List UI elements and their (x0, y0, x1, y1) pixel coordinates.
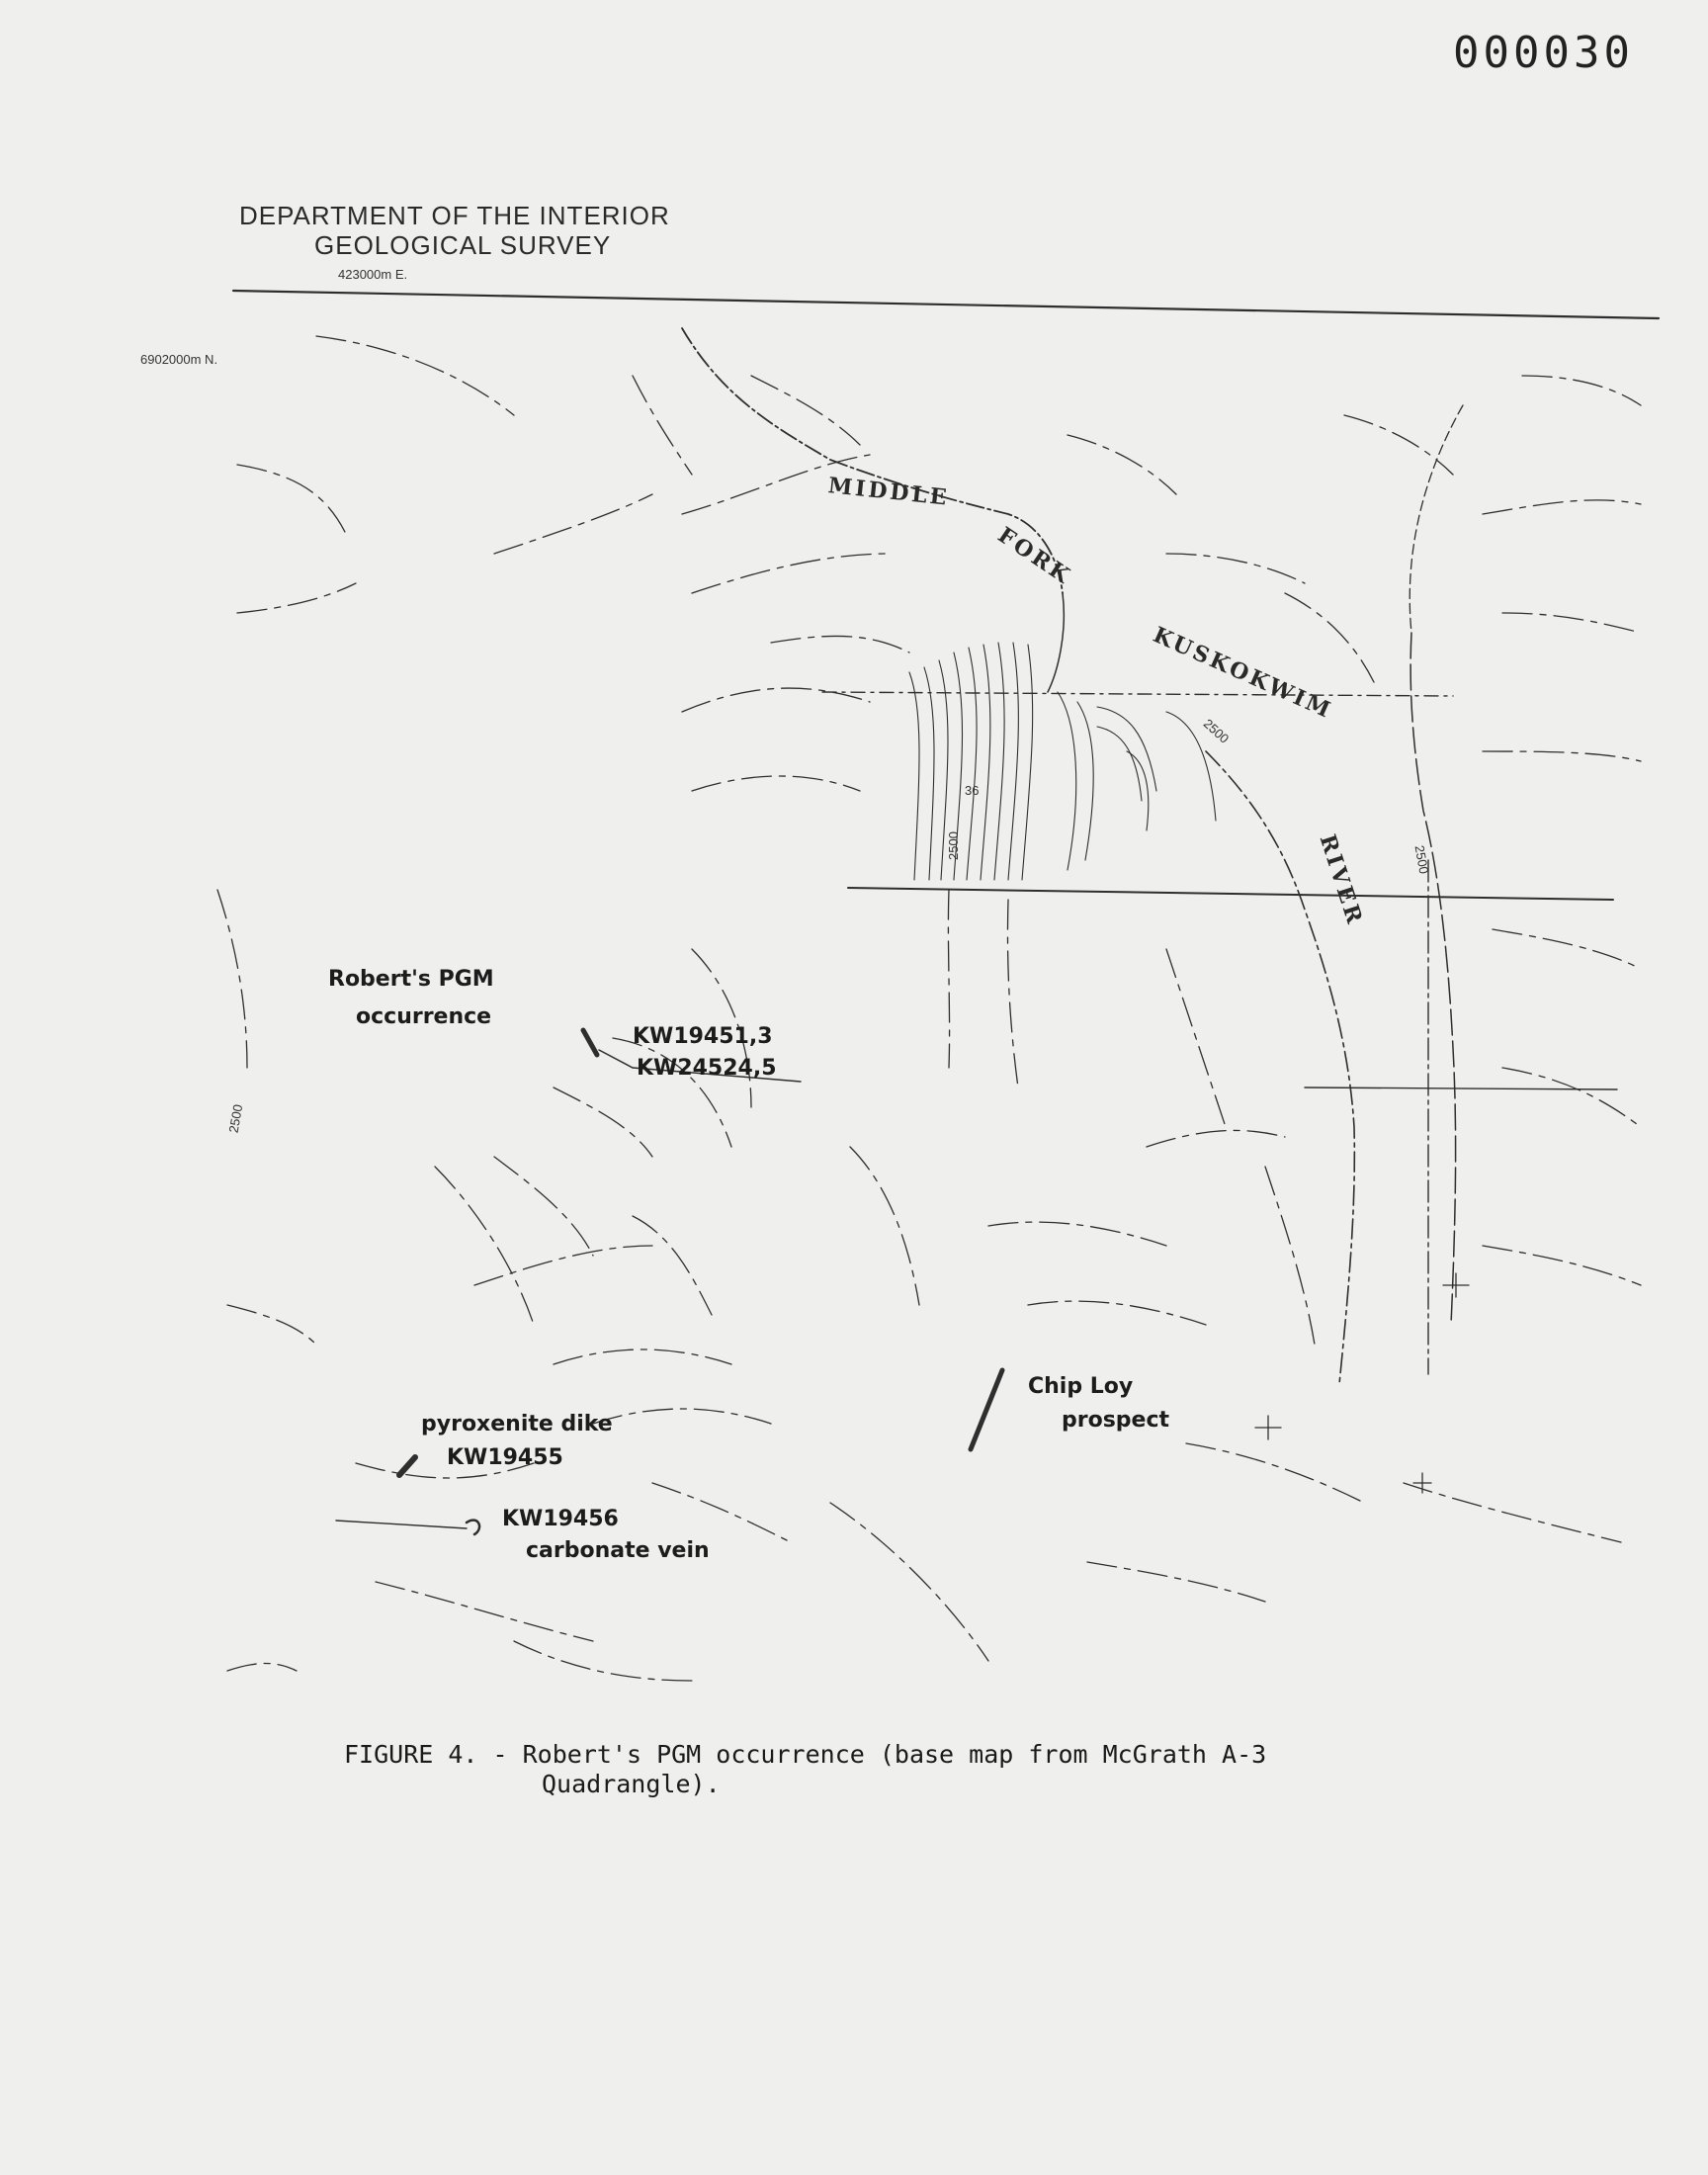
grid-line-upper (822, 692, 1453, 696)
annotation-chip-loy: Chip Loy (1028, 1374, 1134, 1399)
survey-crosses (1255, 1273, 1469, 1493)
header-survey: GEOLOGICAL SURVEY (314, 230, 612, 260)
contour-label-2500-b: 2500 (1200, 716, 1233, 746)
caption-line2: Quadrangle). (542, 1770, 721, 1798)
label-fork: FORK (992, 522, 1077, 590)
carbonate-vein-marker (467, 1521, 479, 1534)
annotation-kw19455: KW19455 (447, 1445, 563, 1470)
contour-label-2500-a: 2500 (945, 831, 961, 860)
annotation-kw19451: KW19451,3 (633, 1024, 773, 1049)
grid-easting-label: 423000m E. (338, 267, 408, 282)
annotation-roberts-line2: occurrence (356, 1004, 492, 1029)
grid-line-lower (1305, 1088, 1617, 1089)
annotation-prospect: prospect (1062, 1408, 1170, 1433)
annotation-kw19456: KW19456 (502, 1507, 619, 1531)
page-number: 000030 (1453, 28, 1634, 78)
grid-northing-label: 6902000m N. (140, 352, 218, 367)
grid-line-middle (848, 888, 1613, 900)
sample-baseline (336, 1521, 467, 1528)
caption-line1: FIGURE 4. - Robert's PGM occurrence (base map from McGrath A-3 (344, 1740, 1267, 1769)
river-line-5 (1409, 405, 1463, 633)
river-line-1 (682, 328, 1063, 593)
river-line-4 (1410, 633, 1455, 1325)
roberts-pgm-marker (583, 1030, 597, 1055)
label-kuskokwim: KUSKOKWIM (1149, 622, 1337, 725)
annotation-roberts-line1: Robert's PGM (328, 967, 494, 992)
roberts-pgm-leader (599, 1050, 633, 1068)
chip-loy-marker (971, 1370, 1002, 1449)
header-department: DEPARTMENT OF THE INTERIOR (239, 201, 670, 230)
label-river: RIVER (1314, 830, 1368, 930)
river-line-2 (1048, 593, 1064, 692)
label-middle: MIDDLE (826, 473, 951, 511)
contour-label-36: 36 (965, 783, 980, 798)
map-neatline-top (233, 291, 1659, 318)
contour-label-2500-c: 2500 (1411, 843, 1432, 876)
contour-label-2500-d: 2500 (225, 1102, 246, 1135)
annotation-kw24524: KW24524,5 (637, 1056, 777, 1081)
figure-caption (344, 1740, 1266, 1799)
annotation-carbonate-vein: carbonate vein (526, 1538, 710, 1563)
annotation-pyroxenite-dike: pyroxenite dike (421, 1412, 613, 1436)
pyroxenite-dike-marker (399, 1457, 415, 1475)
